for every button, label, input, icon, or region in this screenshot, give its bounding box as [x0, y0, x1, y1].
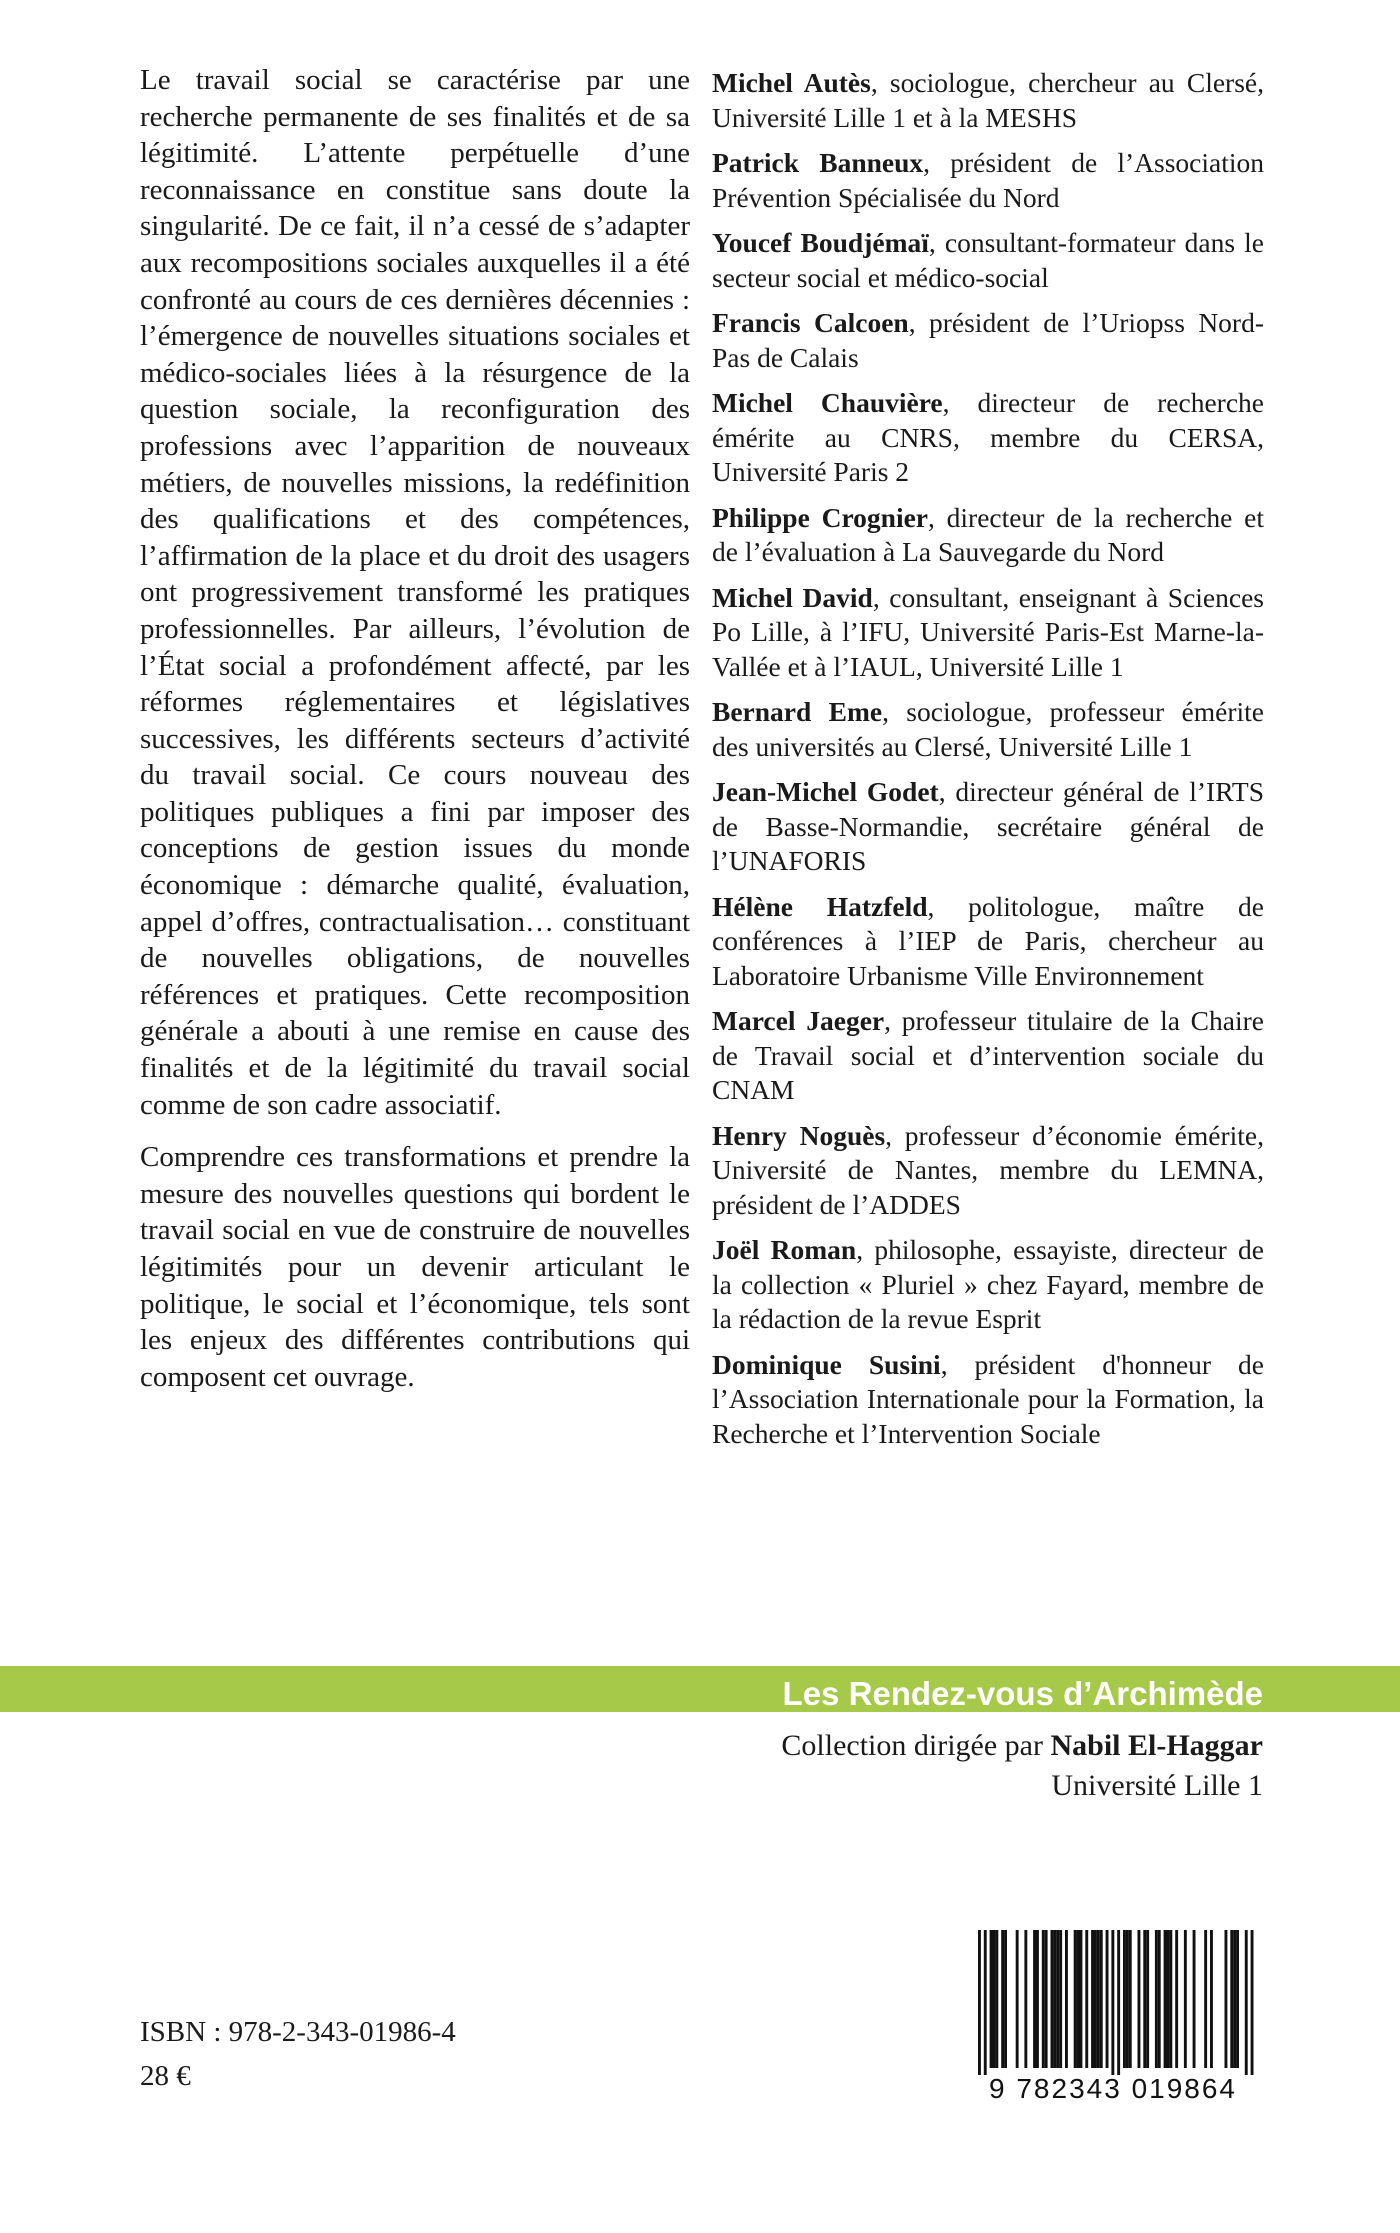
collection-director-line: [781, 1726, 1263, 1766]
description-paragraph-1: Le travail social se caractérise par une recherche permanente de ses finalités et de sa légitimité. L’attente perpétuelle d’une reconnaissance en constitue sans doute la singularité. De ce fait, il n’a cessé de s’adapter aux recompositions sociales auxquelles il a été confronté au cours de ces dernières décennies : l’émergence de nouvelles situations sociales et médico-sociales liées à la résurgence de la question sociale, la reconfiguration des professions avec l’apparition de nouveaux métiers, de nouvelles missions, la redéfinition des qualifications et des compétences, l’affirmation de la place et du droit des usagers ont progressivement transformé les pratiques professionnelles. Par ailleurs, l’évolution de l’État social a profondément affecté, par les réformes réglementaires et législatives successives, les différents secteurs d’activité du travail social. Ce cours nouveau des politiques publiques a fini par imposer des conceptions de gestion issues du monde économique : démarche qualité, évaluation, appel d’offres, contractualisation… constituant de nouvelles obligations, de nouvelles références et pratiques. Cette recomposition générale a abouti à une remise en cause des finalités et de la légitimité du travail social comme de son cadre associatif.: [140, 64, 690, 1121]
barcode-bar: [993, 1930, 996, 2068]
barcode-bar: [1193, 1930, 1196, 2068]
barcode-bar: [1111, 1930, 1114, 2075]
price-text: 28 €: [140, 2060, 191, 2092]
contributor-entry: [712, 66, 1264, 135]
contributor-name: Joël Roman: [712, 1234, 857, 1265]
contributor-description: , président de l’Uriopss Nord-Pas de Calais: [712, 307, 1264, 373]
barcode-bar: [1091, 1930, 1094, 2068]
barcode-bar: [1016, 1930, 1019, 2068]
contributor-name: Dominique Susini: [712, 1348, 941, 1380]
isbn-text: ISBN : 978-2-343-01986-4: [140, 2016, 456, 2048]
barcode-bar: [1001, 1930, 1004, 2068]
barcode-bar: [1077, 1930, 1080, 2068]
barcode-bar: [1138, 1930, 1141, 2068]
barcode-bar: [1164, 1930, 1167, 2068]
barcode-bar: [1106, 1930, 1109, 2068]
barcode-bar: [1175, 1930, 1178, 2068]
collection-prefix: Collection dirigée par: [781, 1729, 1051, 1762]
barcode-bar: [1024, 1930, 1027, 2068]
contributor-entry: [712, 501, 1264, 570]
contributor-entry: [712, 1233, 1264, 1337]
contributor-description: , consultant-formateur dans le secteur social et médico-social: [712, 227, 1264, 293]
barcode-bar: [1065, 1930, 1068, 2068]
barcode-bar: [1129, 1930, 1132, 2068]
barcode: [962, 1930, 1264, 2126]
barcode-bar: [1184, 1930, 1187, 2068]
contributor-entry: [712, 146, 1264, 215]
publication-info: [140, 2010, 456, 2098]
barcode-bar: [1245, 1930, 1248, 2075]
barcode-bar: [1123, 1930, 1126, 2068]
contributor-name: Jean-Michel Godet: [712, 776, 939, 807]
collection-director: Nabil El-Haggar: [1050, 1729, 1263, 1762]
contributor-description: , sociologue, professeur émérite des universités au Clersé, Université Lille 1: [712, 696, 1264, 762]
barcode-bar: [1097, 1930, 1100, 2068]
barcode-bar: [1056, 1930, 1059, 2068]
barcode-bar: [1045, 1930, 1048, 2068]
barcode-bar: [995, 1930, 998, 2068]
contributor-entry: [712, 1004, 1264, 1108]
contributor-description: , professeur d’économie émérite, Université de Nantes, membre du LEMNA, président de l’ADDES: [712, 1119, 1264, 1220]
contributor-name: Michel Autès: [712, 67, 871, 98]
barcode-bar: [1033, 1930, 1036, 2068]
barcode-bar: [1236, 1930, 1239, 2068]
contributor-name: Marcel Jaeger: [712, 1005, 885, 1036]
barcode-digits: 9 782343 019864: [989, 2073, 1237, 2104]
barcode-bars: [962, 1930, 1264, 2075]
contributor-name: Henry Noguès: [712, 1119, 886, 1151]
barcode-bar: [1126, 1930, 1129, 2068]
collection-university: Université Lille 1: [1051, 1769, 1263, 1802]
contributor-entry: [712, 226, 1264, 295]
contributors-list: [712, 66, 1264, 1462]
barcode-bar: [1204, 1930, 1207, 2068]
barcode-bar: [1085, 1930, 1088, 2068]
contributor-description: , directeur général de l’IRTS de Basse-Normandie, secrétaire général de l’UNAFORIS: [712, 776, 1264, 876]
barcode-bar: [1117, 1930, 1120, 2075]
contributor-name: Patrick Banneux: [712, 147, 924, 178]
barcode-bar: [1051, 1930, 1054, 2068]
contributor-name: Francis Calcoen: [712, 307, 909, 338]
contributor-entry: [712, 306, 1264, 375]
contributor-description: , sociologue, chercheur au Clersé, Université Lille 1 et à la MESHS: [712, 67, 1264, 133]
barcode-bar: [1233, 1930, 1236, 2068]
contributor-name: Bernard Eme: [712, 696, 883, 727]
contributor-description: , professeur titulaire de la Chaire de Travail social et d’intervention sociale du CNAM: [712, 1005, 1264, 1105]
contributor-entry: [712, 386, 1264, 490]
barcode-bar: [1230, 1930, 1233, 2068]
collection-info: [781, 1726, 1263, 1806]
barcode-bar: [1167, 1930, 1170, 2068]
barcode-bar: [1042, 1930, 1045, 2068]
barcode-bar: [1100, 1930, 1103, 2068]
contributor-name: Philippe Crognier: [712, 501, 929, 533]
contributor-entry: [712, 1348, 1264, 1452]
barcode-bar: [1158, 1930, 1161, 2068]
barcode-bar: [1225, 1930, 1228, 2068]
contributor-description: , président d'honneur de l’Association Internationale pour la Formation, la Recherche et l’Intervention Sociale: [712, 1348, 1264, 1449]
contributor-entry: [712, 890, 1264, 994]
barcode-bar: [1210, 1930, 1213, 2068]
barcode-bar: [978, 1930, 981, 2075]
barcode-bar: [1004, 1930, 1007, 2068]
contributor-name: Youcef Boudjémaï: [712, 227, 929, 258]
description-column: [140, 62, 690, 1411]
barcode-bar: [1074, 1930, 1077, 2068]
contributor-name: Hélène Hatzfeld: [712, 890, 928, 922]
contributor-name: Michel Chauvière: [712, 387, 943, 418]
series-band: [0, 1666, 1400, 1712]
contributor-name: Michel David: [712, 581, 873, 613]
contributor-description: , président de l’Association Prévention Spécialisée du Nord: [712, 147, 1264, 213]
contributor-description: , directeur de la recherche et de l’évaluation à La Sauvegarde du Nord: [712, 501, 1264, 567]
contributor-description: , directeur de recherche émérite au CNRS, membre du CERSA, Université Paris 2: [712, 387, 1264, 487]
contributor-entry: [712, 1119, 1264, 1223]
contributor-entry: [712, 581, 1264, 685]
barcode-bar: [1143, 1930, 1146, 2068]
contributor-description: , consultant, enseignant à Sciences Po Lille, à l’IFU, Université Paris-Est Marne-la-Vallée et à l’IAUL, Université Lille 1: [712, 581, 1264, 682]
barcode-bar: [1169, 1930, 1172, 2068]
barcode-bar: [1094, 1930, 1097, 2068]
barcode-bar: [1080, 1930, 1083, 2068]
barcode-bar: [1146, 1930, 1149, 2068]
barcode-bar: [984, 1930, 987, 2075]
barcode-bar: [1059, 1930, 1062, 2068]
contributor-entry: [712, 695, 1264, 764]
description-paragraph-2: Comprendre ces transformations et prendre la mesure des nouvelles questions qui bordent le travail social en vue de construire de nouvelles légitimités pour un devenir articulant le politique, le social et l’économique, tels sont les enjeux des différentes contributions qui composent cet ouvrage.: [140, 1141, 690, 1393]
contributor-entry: [712, 775, 1264, 879]
contributor-description: , philosophe, essayiste, directeur de la collection « Pluriel » chez Fayard, membre de la rédaction de la revue Esprit: [712, 1234, 1264, 1334]
series-title: Les Rendez-vous d’Archimède: [782, 1675, 1263, 1712]
contributor-description: , politologue, maître de conférences à l’IEP de Paris, chercheur au Laboratoire Urbanisme Ville Environnement: [712, 890, 1265, 991]
barcode-bar: [1053, 1930, 1056, 2068]
barcode-bar: [1251, 1930, 1254, 2075]
barcode-bar: [1036, 1930, 1039, 2068]
barcode-bar: [1155, 1930, 1158, 2068]
barcode-bar: [990, 1930, 993, 2068]
